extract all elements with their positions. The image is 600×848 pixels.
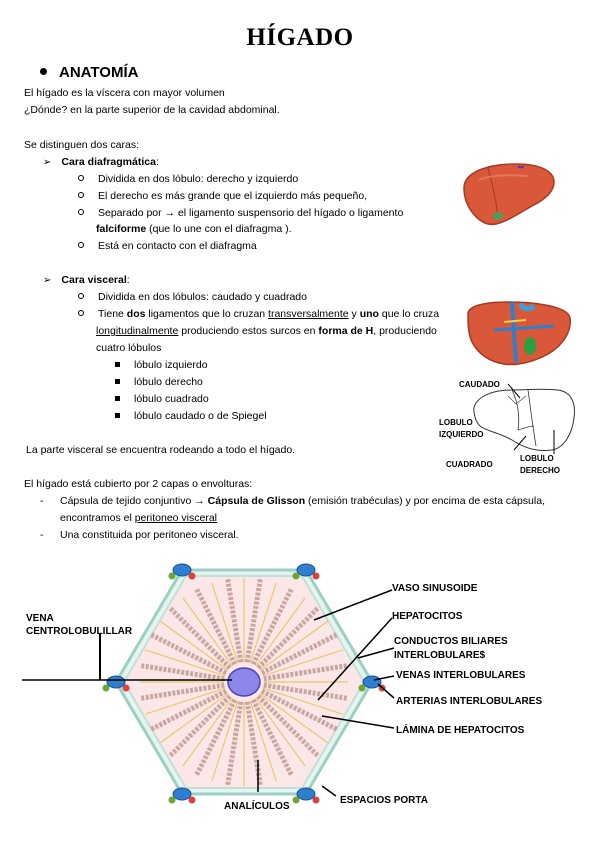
underlined-term: longitudinalmente xyxy=(96,325,179,337)
square-bullet-icon xyxy=(115,396,120,401)
circle-bullet-icon xyxy=(78,242,84,248)
lobe-item-text: lóbulo derecho xyxy=(134,376,203,388)
circle-bullet-icon xyxy=(78,175,84,181)
lobe-item xyxy=(115,409,267,423)
bile-duct xyxy=(359,685,366,692)
list-item-text: (que lo une con el diafragma ). xyxy=(146,223,292,235)
text-part: , produciendo xyxy=(373,325,437,337)
text-part: ligamentos que lo cruzan xyxy=(145,308,269,320)
list-item-text: Está en contacto con el diafragma xyxy=(98,240,257,252)
covering-intro: El hígado está cubierto por 2 capas o envolturas: xyxy=(24,478,253,490)
list-item-continuation xyxy=(96,222,292,236)
lobe-label-lobulo-der-1: LOBULO xyxy=(520,454,554,463)
interlobular-artery xyxy=(313,797,320,804)
bold-term: falciforme xyxy=(96,223,147,235)
interlobular-vein xyxy=(173,564,191,576)
lobule-label-hepatocitos: HEPATOCITOS xyxy=(392,611,463,622)
interlobular-vein xyxy=(107,676,125,688)
text-part: Tiene xyxy=(98,308,127,320)
interlobular-artery xyxy=(313,573,320,580)
list-item-text: Separado por → el ligamento suspensorio del hígado o ligamento xyxy=(98,207,404,219)
lobule-label-venas: VENAS INTERLOBULARES xyxy=(396,670,526,681)
lobule-label-espacios-porta: ESPACIOS PORTA xyxy=(340,795,428,806)
liver-diaphragmatic-illustration xyxy=(458,158,558,230)
covering-item-continuation xyxy=(60,511,217,525)
bile-duct xyxy=(103,685,110,692)
bold-term: dos xyxy=(126,308,146,320)
bile-duct xyxy=(293,573,300,580)
arrow-bullet-icon: ➢ xyxy=(43,157,52,168)
lobe-label-lobulo-der-2: DERECHO xyxy=(520,466,561,475)
circle-bullet-icon xyxy=(78,293,84,299)
bullet-dot-icon xyxy=(40,68,47,75)
lobe-label-lobulo-izq-2: IZQUIERDO xyxy=(439,430,484,439)
list-item-text: Dividida en dos lóbulo: derecho y izquierdo xyxy=(98,173,299,185)
arrow-bullet-icon: ➢ xyxy=(43,275,52,286)
list-item-text: El derecho es más grande que el izquierdo más pequeño, xyxy=(98,190,368,202)
dash-bullet-icon: - xyxy=(40,529,44,541)
visceral-heading-text: Cara visceral xyxy=(61,274,127,286)
text-part: encontramos el xyxy=(60,512,135,524)
bold-term: Cápsula de Glisson xyxy=(207,495,306,507)
lobe-label-cuadrado: CUADRADO xyxy=(446,460,493,469)
covering-item xyxy=(40,528,239,542)
intro-line-1: El hígado es la víscera con mayor volumen xyxy=(24,87,225,99)
lobule-label-centrolobulillar: CENTROLOBULILLAR xyxy=(26,626,133,637)
section-heading xyxy=(40,64,138,81)
text-part: y xyxy=(348,308,360,320)
text-part: (emisión trabéculas) y por encima de esta cápsula, xyxy=(305,495,545,507)
bile-duct xyxy=(169,797,176,804)
circle-bullet-icon xyxy=(78,209,84,215)
section-heading-text: ANATOMÍA xyxy=(59,64,139,81)
lobule-label-vaso-sinusoide: VASO SINUSOIDE xyxy=(392,583,478,594)
interlobular-vein xyxy=(173,788,191,800)
lobe-item-text: lóbulo cuadrado xyxy=(134,393,209,405)
interlobular-vein xyxy=(363,676,381,688)
list-item-text: Dividida en dos lóbulos: caudado y cuadrado xyxy=(98,291,307,303)
lobule-label-lamina: LÁMINA DE HEPATOCITOS xyxy=(396,725,525,736)
lobe-item-text: lóbulo izquierdo xyxy=(134,359,208,371)
intro-line-2: ¿Dónde? en la parte superior de la cavidad abdominal. xyxy=(24,104,280,116)
list-item xyxy=(78,206,403,220)
lobule-label-analiculos: ANALÍCULOS xyxy=(224,801,290,812)
interlobular-vein xyxy=(297,788,315,800)
circle-bullet-icon xyxy=(78,192,84,198)
list-item xyxy=(78,307,439,321)
dash-bullet-icon: - xyxy=(40,495,44,507)
liver-lobes-diagram xyxy=(468,382,578,454)
lobe-item-text: lóbulo caudado o de Spiegel xyxy=(134,410,267,422)
underlined-term: peritoneo visceral xyxy=(134,512,218,524)
page-title: HÍGADO xyxy=(246,24,354,51)
diaphragmatic-heading-text: Cara diafragmática xyxy=(61,156,156,168)
bold-term: forma de H xyxy=(318,325,374,337)
list-item xyxy=(78,172,298,186)
lobe-label-caudado: CAUDADO xyxy=(459,380,500,389)
square-bullet-icon xyxy=(115,379,120,384)
lobe-item xyxy=(115,358,208,372)
interlobular-vein xyxy=(297,564,315,576)
lobule-label-vena: VENA xyxy=(26,613,54,624)
lobule-label-arterias: ARTERIAS INTERLOBULARES xyxy=(396,696,543,707)
lobe-label-lobulo-izq-1: LOBULO xyxy=(439,418,473,427)
text-part: produciendo estos surcos en xyxy=(178,325,319,337)
lobule-label-conductos-2: INTERLOBULARE$ xyxy=(394,650,486,661)
list-item xyxy=(78,239,257,253)
interlobular-artery xyxy=(123,685,130,692)
list-item xyxy=(78,290,307,304)
underlined-term: transversalmente xyxy=(268,308,349,320)
liver-visceral-illustration xyxy=(464,296,574,368)
text-part: Una constituida por peritoneo visceral. xyxy=(60,529,239,541)
visceral-note: La parte visceral se encuentra rodeando a todo el hígado. xyxy=(26,444,296,456)
text-part: Cápsula de tejido conjuntivo → xyxy=(60,495,208,507)
bile-duct xyxy=(169,573,176,580)
bold-term: uno xyxy=(359,308,379,320)
lobe-item xyxy=(115,392,209,406)
square-bullet-icon xyxy=(115,362,120,367)
liver-lobule-diagram xyxy=(22,560,543,820)
visceral-heading: ➢ Cara visceral: xyxy=(43,274,130,286)
diaphragmatic-heading: ➢ Cara diafragmática: xyxy=(43,156,159,168)
text-part: que lo cruza xyxy=(378,308,440,320)
bile-duct xyxy=(293,797,300,804)
circle-bullet-icon xyxy=(78,310,84,316)
list-item-continuation: cuatro lóbulos xyxy=(96,342,162,354)
square-bullet-icon xyxy=(115,413,120,418)
lobule-label-conductos-1: CONDUCTOS BILIARES xyxy=(394,636,508,647)
interlobular-artery xyxy=(189,797,196,804)
list-item-continuation xyxy=(96,324,437,338)
faces-intro: Se distinguen dos caras: xyxy=(24,139,139,151)
list-item xyxy=(78,189,367,203)
covering-item xyxy=(40,494,545,508)
lobe-item xyxy=(115,375,203,389)
interlobular-artery xyxy=(189,573,196,580)
